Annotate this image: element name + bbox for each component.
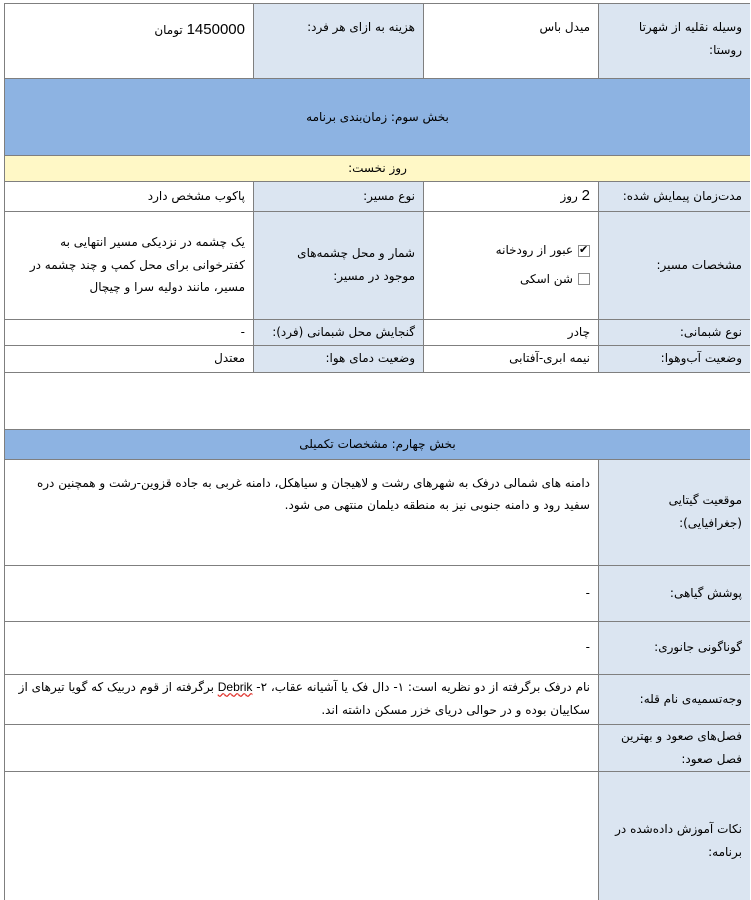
springs-label: شمار و محل چشمه‌های موجود در مسیر:	[254, 211, 424, 319]
section4-title: بخش چهارم: مشخصات تکمیلی	[5, 429, 751, 459]
temp-label: وضعیت دمای هوا:	[254, 345, 424, 372]
duration-label: مدت‌زمان پیمایش شده:	[599, 182, 751, 212]
transport-row	[5, 4, 751, 79]
springs-value[interactable]: یک چشمه در نزدیکی مسیر انتهایی به کفترخوانی برای محل کمپ و چند چشمه در مسیر، مانند دولیه سرا و چیچال	[5, 211, 254, 319]
route-features-label: مشخصات مسیر:	[599, 211, 751, 319]
cost-amount: 1450000	[186, 21, 245, 38]
feature-label: شن اسکی	[519, 272, 573, 286]
route-features-row	[5, 211, 751, 319]
fauna-label: گوناگونی جانوری:	[599, 621, 751, 674]
location-value[interactable]: دامنه های شمالی درفک به شهرهای رشت و لاهیجان و سیاهکل، دامنه غربی به جاده قزوین-رشت و همچنین دره سفید رود و دامنه جنوبی نیز به منطقه دیلمان منتهی می شود.	[5, 459, 599, 565]
route-type-value[interactable]: پاکوب مشخص دارد	[5, 182, 254, 212]
location-row	[5, 459, 751, 565]
duration-cell[interactable]	[424, 182, 599, 212]
cost-label: هزینه به ازای هر فرد:	[254, 4, 424, 79]
training-value[interactable]	[5, 771, 599, 900]
season-label: فصل‌های صعود و بهترین فصل صعود:	[599, 724, 751, 771]
blank-row	[5, 372, 751, 429]
training-row	[5, 771, 751, 900]
transport-label: وسیله نقلیه از شهرتا روستا:	[599, 4, 751, 79]
vegetation-label: پوشش گیاهی:	[599, 565, 751, 621]
camp-capacity-label: گنجایش محل شبمانی (فرد):	[254, 319, 424, 345]
transport-value[interactable]: میدل باس	[424, 4, 599, 79]
season-row	[5, 724, 751, 771]
checkbox-unchecked-icon[interactable]	[578, 273, 590, 285]
duration-unit: روز	[560, 189, 578, 203]
day-one-title: روز نخست:	[5, 156, 751, 182]
vegetation-value[interactable]: -	[5, 565, 599, 621]
cost-cell[interactable]	[5, 4, 254, 79]
route-type-label: نوع مسیر:	[254, 182, 424, 212]
weather-value[interactable]: نیمه ابری-آفتابی	[424, 345, 599, 372]
route-features-options	[424, 211, 599, 319]
etymology-word-debrik: Debrik	[217, 680, 253, 695]
section3-title: بخش سوم: زمان‌بندی برنامه	[5, 79, 751, 156]
fauna-value[interactable]: -	[5, 621, 599, 674]
training-label: نکات آموزش داده‌شده در برنامه:	[599, 771, 751, 900]
weather-row	[5, 345, 751, 372]
season-value[interactable]	[5, 724, 599, 771]
duration-value: 2	[581, 187, 590, 204]
camp-row	[5, 319, 751, 345]
location-label: موقعیت گیتایی (جغرافیایی):	[599, 459, 751, 565]
etymology-text-part1: نام درفک برگرفته از دو نظریه است: ۱- دال فک یا آشیانه عقاب، ۲-	[256, 680, 590, 695]
feature-scree-skiing[interactable]	[432, 268, 590, 291]
etymology-row	[5, 674, 751, 724]
camp-type-value[interactable]: چادر	[424, 319, 599, 345]
etymology-text-part2: برگرفته از قوم دربیک که گویا تیرهای از سکاییان بوده و در حوالی دریای خزر مسکن داشته اند.	[18, 680, 590, 717]
checkbox-checked-icon[interactable]	[578, 245, 590, 257]
camp-capacity-value[interactable]: -	[5, 319, 254, 345]
weather-label: وضعیت آب‌وهوا:	[599, 345, 751, 372]
fauna-row	[5, 621, 751, 674]
feature-label: عبور از رودخانه	[495, 243, 573, 258]
etymology-label: وجه‌تسمیه‌ی نام قله:	[599, 674, 751, 724]
temp-value[interactable]: معتدل	[5, 345, 254, 372]
vegetation-row	[5, 565, 751, 621]
feature-river-crossing[interactable]	[432, 239, 590, 262]
etymology-value[interactable]	[5, 674, 599, 724]
document-page	[4, 3, 750, 900]
cost-unit: تومان	[154, 23, 183, 37]
camp-type-label: نوع شبمانی:	[599, 319, 751, 345]
duration-row	[5, 182, 751, 212]
program-form-table	[4, 3, 750, 900]
